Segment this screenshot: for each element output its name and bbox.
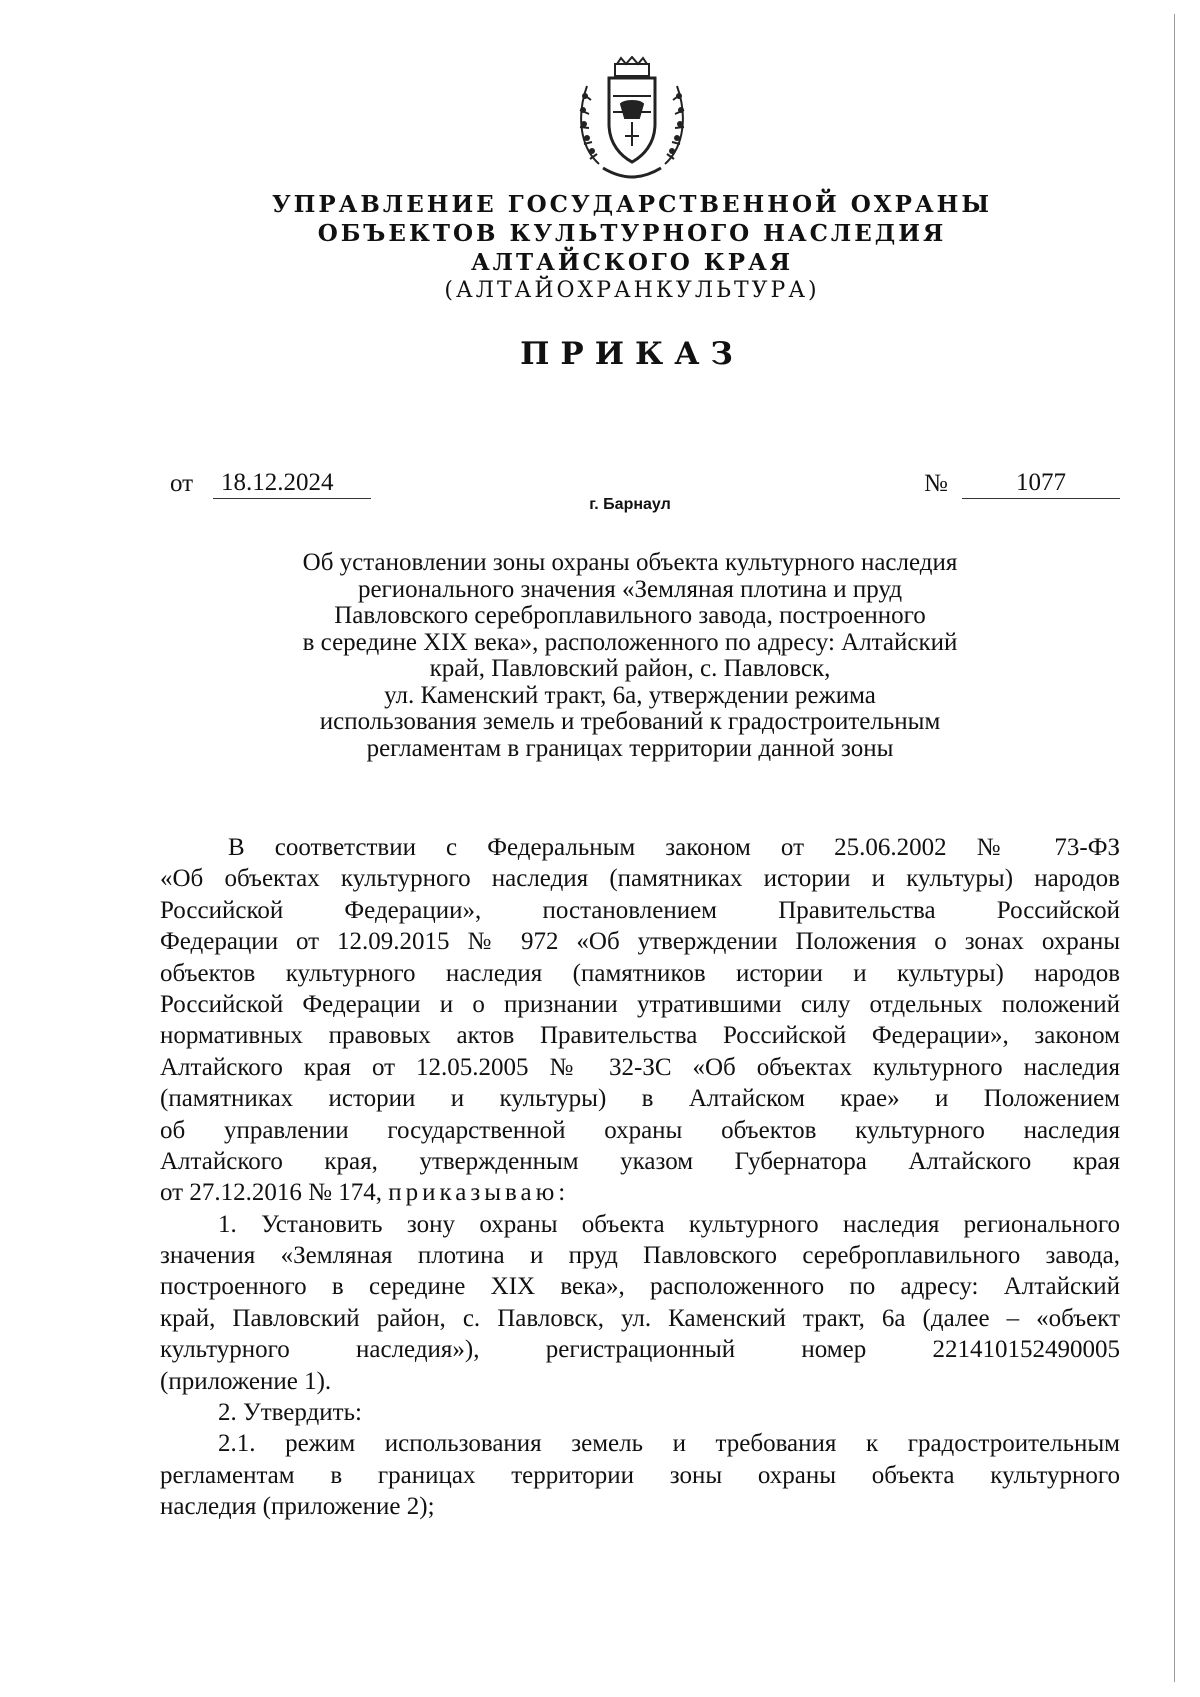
document-date: 18.12.2024	[213, 468, 371, 499]
preamble-line: «Об объектах культурного наследия (памятниках истории и культуры) народов	[160, 865, 1120, 893]
item-1-line: построенного в середине XIX века», расположенного по адресу: Алтайский	[160, 1273, 1120, 1301]
preamble-line: объектов культурного наследия (памятников истории и культуры) народов	[160, 959, 1120, 987]
subject-line: в середине XIX века», расположенного по адресу: Алтайский	[302, 628, 958, 656]
preamble-line: (памятниках истории и культуры) в Алтайском крае» и Положением	[160, 1085, 1120, 1113]
subject-line: Павловского сереброплавильного завода, построенного	[334, 602, 926, 629]
coat-of-arms-icon	[573, 56, 691, 188]
item-2-1-line: регламентам в границах территории зоны охраны объекта культурного	[160, 1461, 1120, 1489]
subject-line: край, Павловский район, с. Павловск,	[429, 655, 831, 682]
preamble-line: Федерации от 12.09.2015 № 972 «Об утверждении Положения о зонах охраны	[160, 928, 1120, 956]
item-1-line: 1. Установить зону охраны объекта культурного наследия регионального	[218, 1210, 1120, 1238]
order-line	[160, 1177, 1120, 1208]
preamble-line: Алтайского края от 12.05.2005 № 32-ЗС «Об объектах культурного наследия	[160, 1053, 1120, 1081]
number-sign: №	[924, 470, 948, 497]
city-line: г. Барнаул	[589, 496, 671, 513]
document-number: 1077	[962, 468, 1120, 499]
item-2-1-line: 2.1. режим использования земель и требования к градостроительным	[218, 1430, 1120, 1458]
item-1-line: край, Павловский район, с. Павловск, ул. Каменский тракт, 6а (далее – «объект	[160, 1304, 1120, 1332]
item-2-heading: 2. Утвердить:	[218, 1399, 362, 1427]
org-abbreviation: (АЛТАЙОХРАНКУЛЬТУРА)	[444, 278, 820, 303]
preamble-line: Алтайского края, утвержденным указом Губернатора Алтайского края	[160, 1147, 1120, 1175]
org-name-line-1: УПРАВЛЕНИЕ ГОСУДАРСТВЕННОЙ ОХРАНЫ	[272, 191, 992, 218]
org-name-line-2: ОБЪЕКТОВ КУЛЬТУРНОГО НАСЛЕДИЯ	[317, 220, 947, 247]
preamble-line: об управлении государственной охраны объектов культурного наследия	[160, 1116, 1120, 1144]
order-body	[160, 832, 1120, 1523]
document-type-title: ПРИКАЗ	[520, 336, 744, 372]
preamble-line: В соответствии с Федеральным законом от 25.06.2002 № 73-ФЗ	[228, 834, 1120, 861]
order-word: приказываю:	[388, 1179, 570, 1207]
subject-line: регламентам в границах территории данной зоны	[366, 734, 894, 762]
date-prefix: от	[170, 470, 194, 497]
item-1-line: (приложение 1).	[160, 1367, 332, 1395]
item-1-line: культурного наследия»), регистрационный номер 221410152490005	[160, 1336, 1120, 1364]
order-subject	[230, 550, 1030, 762]
preamble-line: нормативных правовых актов Правительства Российской Федерации», законом	[160, 1022, 1120, 1050]
preamble-line: Российской Федерации и о признании утратившими силу отдельных положений	[160, 990, 1120, 1018]
subject-line: использования земель и требований к градостроительным	[319, 708, 941, 735]
subject-line: ул. Каменский тракт, 6а, утверждении режима	[384, 681, 876, 709]
item-2-1-line: наследия (приложение 2);	[160, 1493, 435, 1521]
subject-line: регионального значения «Земляная плотина и пруд	[357, 575, 903, 603]
preamble-line: Российской Федерации», постановлением Правительства Российской	[160, 896, 1120, 924]
org-name-line-3: АЛТАЙСКОГО КРАЯ	[470, 249, 794, 276]
scan-edge-line	[1174, 14, 1175, 1682]
item-1-line: значения «Земляная плотина и пруд Павловского сереброплавильного завода,	[160, 1242, 1120, 1270]
order-line-prefix: от 27.12.2016 № 174,	[160, 1179, 389, 1207]
subject-line: Об установлении зоны охраны объекта культурного наследия	[302, 549, 958, 576]
